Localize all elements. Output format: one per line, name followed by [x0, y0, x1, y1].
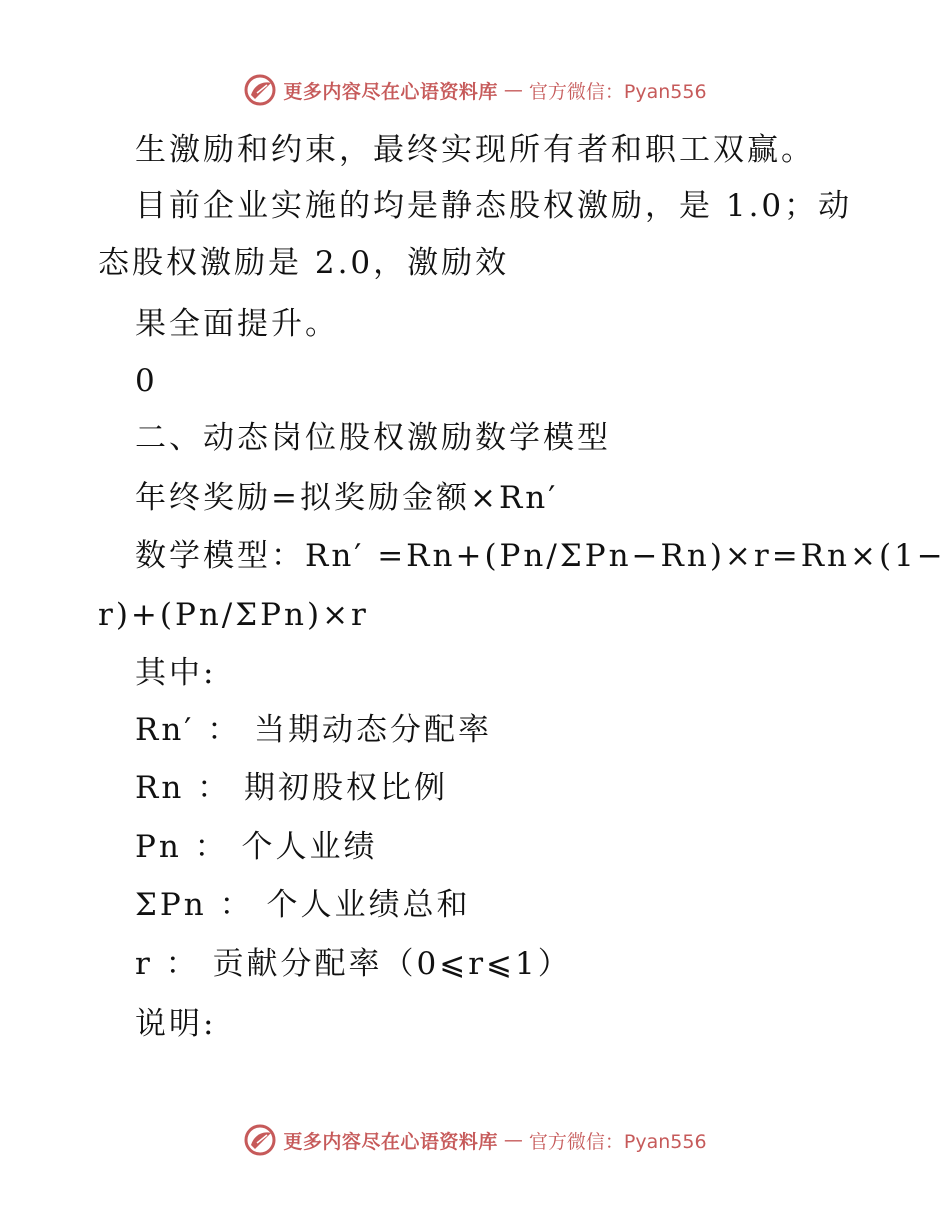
section-heading: 二、动态岗位股权激励数学模型 — [135, 420, 611, 456]
body-line-formula-1: 年终奖励=拟奖励金额×Rn′ — [135, 480, 559, 516]
body-line-3: 态股权激励是 2.0，激励效 — [98, 245, 510, 281]
body-line-explanation: 说明: — [135, 1006, 217, 1042]
definition-rn: Rn ： 期初股权比例 — [135, 770, 449, 806]
footer-wechat-label: 官方微信：Pyan556 — [528, 1130, 707, 1153]
body-line-5: 0 — [135, 363, 158, 399]
header-banner-inner — [243, 73, 706, 107]
definition-pn: Pn ： 个人业绩 — [135, 829, 378, 865]
footer-banner — [0, 1120, 950, 1160]
footer-banner-inner — [243, 1123, 706, 1157]
header-wechat-label: 官方微信：Pyan556 — [528, 80, 707, 103]
header-banner — [0, 70, 950, 110]
body-line-2: 目前企业实施的均是静态股权激励，是 1.0；动 — [135, 188, 853, 224]
footer-banner-separator: — — [503, 1129, 523, 1151]
definition-rn-prime: Rn′ ： 当期动态分配率 — [135, 712, 493, 748]
body-line-1: 生激励和约束，最终实现所有者和职工双赢。 — [135, 132, 815, 168]
body-line-formula-2: 数学模型：Rn′ =Rn+(Pn/ΣPn−Rn)×r=Rn×(1− — [135, 538, 946, 574]
body-line-where: 其中: — [135, 655, 217, 691]
header-banner-separator: — — [503, 79, 523, 101]
logo-icon — [243, 1123, 277, 1157]
header-banner-text: 更多内容尽在心语资料库 — [283, 80, 498, 103]
body-line-formula-3: r)+(Pn/ΣPn)×r — [98, 597, 369, 633]
definition-sum-pn: ΣPn ： 个人业绩总和 — [135, 887, 471, 923]
footer-banner-text: 更多内容尽在心语资料库 — [283, 1130, 498, 1153]
definition-r: r ： 贡献分配率（0⩽r⩽1） — [135, 946, 572, 982]
logo-icon — [243, 73, 277, 107]
body-line-4: 果全面提升。 — [135, 306, 339, 342]
